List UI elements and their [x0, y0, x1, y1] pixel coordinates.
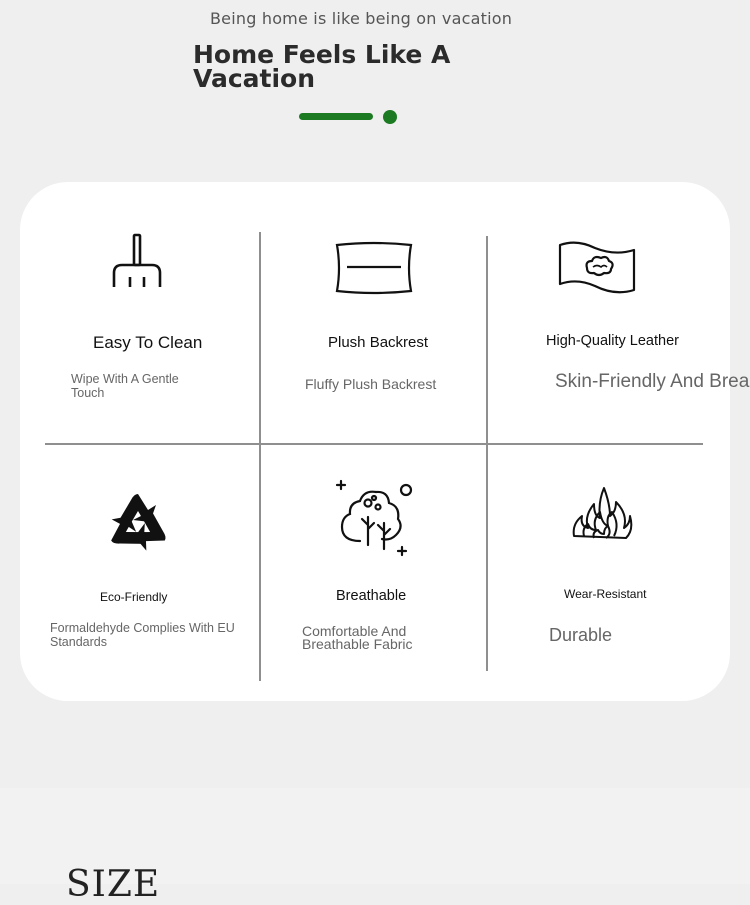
- feature-title: Wear-Resistant: [564, 587, 647, 601]
- page-title: Home Feels Like A Vacation: [193, 40, 451, 93]
- feature-title: Plush Backrest: [328, 334, 429, 351]
- feature-title: Easy To Clean: [93, 333, 203, 352]
- feature-title: Breathable: [336, 588, 407, 604]
- cushion-icon: [333, 241, 415, 300]
- grid-divider-vertical: [486, 236, 488, 671]
- grid-divider-vertical: [259, 232, 261, 681]
- feature-description: Wipe With A Gentle Touch: [71, 372, 179, 400]
- accent-dot: [383, 110, 397, 124]
- flame-icon: [570, 486, 634, 547]
- feature-description: Formaldehyde Complies With EU Standards: [50, 621, 235, 649]
- section-title: SIZE: [66, 864, 161, 905]
- accent-bar: [299, 113, 373, 120]
- grid-divider-horizontal: [45, 443, 703, 445]
- trees-icon: [334, 477, 416, 564]
- feature-description: Fluffy Plush Backrest: [305, 376, 437, 392]
- broom-icon: [110, 233, 164, 294]
- recycle-icon: [104, 490, 172, 561]
- feature-title: Eco-Friendly: [100, 590, 168, 604]
- feature-description: Durable: [549, 625, 613, 645]
- feature-description: Skin-Friendly And Brea: [555, 371, 750, 392]
- leather-hide-icon: [557, 240, 637, 299]
- tagline: Being home is like being on vacation: [210, 9, 513, 28]
- feature-title: High-Quality Leather: [546, 333, 679, 349]
- feature-description: Comfortable And Breathable Fabric: [302, 623, 413, 652]
